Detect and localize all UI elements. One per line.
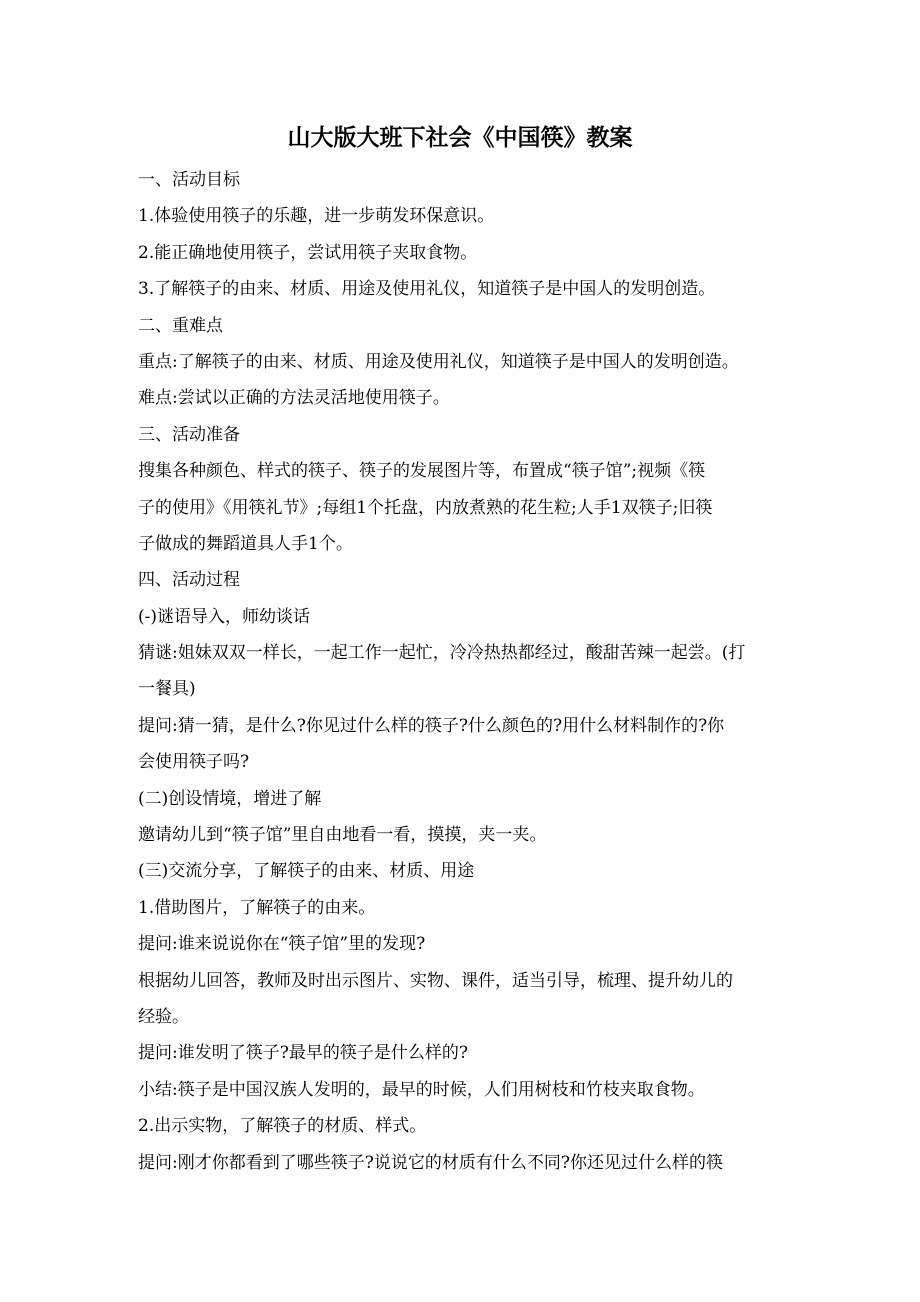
goal-item-1: 1.体验使用筷子的乐趣，进一步萌发环保意识。 bbox=[138, 206, 495, 227]
preparation-line-3: 子做成的舞蹈道具人手1个。 bbox=[138, 533, 353, 554]
heading-activity-goals: 一、活动目标 bbox=[138, 170, 240, 190]
heading-preparation: 三、活动准备 bbox=[138, 424, 240, 445]
key-point: 重点:了解筷子的由来、材质、用途及使用礼仪，知道筷子是中国人的发明创造。 bbox=[138, 351, 739, 372]
document-body bbox=[138, 162, 784, 1181]
goal-item-3: 3.了解筷子的由来、材质、用途及使用礼仪，知道筷子是中国人的发明创造。 bbox=[138, 279, 716, 300]
subheading-situation: (二)创设情境，增进了解 bbox=[138, 788, 322, 809]
step-1: 1.借助图片，了解筷子的由来。 bbox=[138, 897, 376, 918]
preparation-line-2: 子的使用》《用筷礼节》;每组1个托盘，内放煮熟的花生粒;人手1双筷子;旧筷 bbox=[138, 497, 713, 518]
goal-item-2: 2.能正确地使用筷子，尝试用筷子夹取食物。 bbox=[138, 242, 478, 263]
preparation-line-1: 搜集各种颜色、样式的筷子、筷子的发展图片等，布置成“筷子馆”;视频《筷 bbox=[138, 461, 706, 482]
step-2: 2.出示实物，了解筷子的材质、样式。 bbox=[138, 1116, 427, 1137]
summary-line: 小结:筷子是中国汉族人发明的，最早的时候，人们用树枝和竹枝夹取食物。 bbox=[138, 1079, 705, 1100]
question-line-2: 会使用筷子吗? bbox=[138, 752, 250, 773]
invite-line: 邀请幼儿到“筷子馆”里自由地看一看，摸摸，夹一夹。 bbox=[138, 825, 547, 846]
subheading-sharing: (三)交流分享，了解筷子的由来、材质、用途 bbox=[138, 861, 475, 882]
guidance-line-1: 根据幼儿回答，教师及时出示图片、实物、课件，适当引导，梳理、提升幼儿的 bbox=[138, 970, 733, 991]
riddle-line-1: 猜谜:姐妹双双一样长，一起工作一起忙，冷冷热热都经过，酸甜苦辣一起尝。(打 bbox=[138, 643, 746, 664]
guidance-line-2: 经验。 bbox=[138, 1006, 189, 1027]
question-discovery: 提问:谁来说说你在“筷子馆”里的发现? bbox=[138, 934, 426, 955]
subheading-riddle: (-)谜语导入，师幼谈话 bbox=[138, 606, 311, 627]
riddle-line-2: 一餐具) bbox=[138, 679, 196, 700]
question-materials: 提问:刚才你都看到了哪些筷子?说说它的材质有什么不同?你还见过什么样的筷 bbox=[138, 1152, 723, 1173]
document-title: 山大版大班下社会《中国筷》教案 bbox=[287, 124, 633, 151]
difficult-point: 难点:尝试以正确的方法灵活地使用筷子。 bbox=[138, 388, 450, 409]
question-line-1: 提问:猜一猜，是什么?你见过什么样的筷子?什么颜色的?用什么材料制作的?你 bbox=[138, 715, 725, 736]
heading-process: 四、活动过程 bbox=[138, 570, 240, 591]
heading-key-points: 二、重难点 bbox=[138, 315, 223, 336]
question-inventor: 提问:谁发明了筷子?最早的筷子是什么样的? bbox=[138, 1043, 468, 1064]
